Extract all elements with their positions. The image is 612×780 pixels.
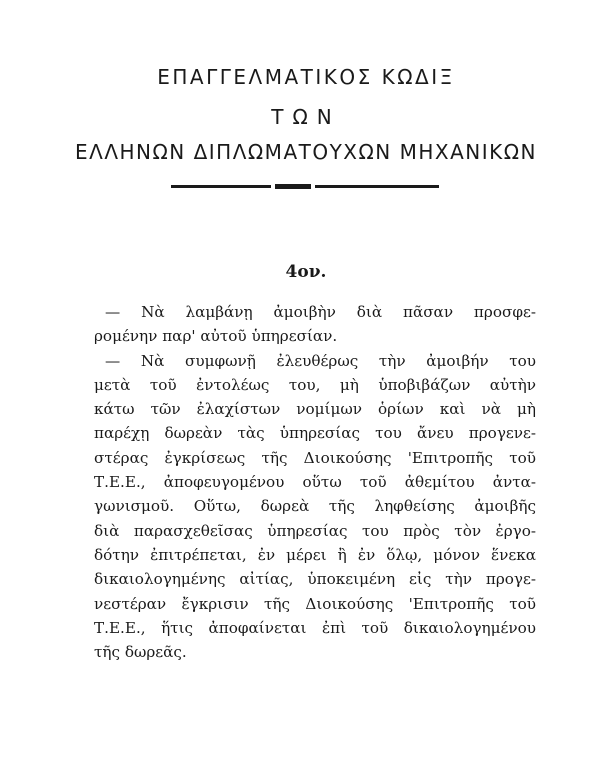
body-text — [94, 300, 536, 664]
header-rule-center — [275, 184, 311, 189]
paragraph-line: Τ.Ε.Ε., ἥτις ἀποφαίνεται ἐπὶ τοῦ δικαιολογημένου — [94, 618, 536, 637]
header-title-line-2: ΤΩΝ — [271, 105, 341, 129]
paragraph-line: διὰ παρασχεθεῖσας ὑπηρεσίας του πρὸς τὸν ἐργο- — [94, 521, 536, 540]
header-title-line-3: ΕΛΛΗΝΩΝ ΔΙΠΛΩΜΑΤΟΥΧΩΝ ΜΗΧΑΝΙΚΩΝ — [75, 140, 537, 164]
paragraph-2 — [94, 349, 536, 665]
paragraph-line: παρέχῃ δωρεὰν τὰς ὑπηρεσίας του ἄνευ προγενε- — [94, 424, 536, 443]
paragraph-line: δικαιολογημένης αἰτίας, ὑποκειμένη εἰς τὴν προγε- — [94, 570, 536, 589]
paragraph-line: — Νὰ λαμβάνῃ ἀμοιβὴν διὰ πᾶσαν προσφε- — [105, 303, 536, 321]
header-rule-left — [171, 185, 271, 188]
header-title-line-1: ΕΠΑΓΓΕΛΜΑΤΙΚΟΣ ΚΩΔΙΞ — [157, 65, 455, 89]
paragraph-line: γωνισμοῦ. Οὕτω, δωρεὰ τῆς ληφθείσης ἀμοιβῆς — [94, 497, 536, 516]
paragraph-1 — [94, 300, 536, 349]
header-rule-right — [315, 185, 439, 188]
paragraph-line: νεστέραν ἔγκρισιν τῆς Διοικούσης 'Επιτροπῆς τοῦ — [94, 594, 536, 613]
paragraph-line: κάτω τῶν ἐλαχίστων νομίμων ὁρίων καὶ νὰ μὴ — [94, 400, 536, 419]
paragraph-line: τῆς δωρεᾶς. — [94, 643, 187, 662]
paragraph-line: — Νὰ συμφωνῇ ἐλευθέρως τὴν ἀμοιβήν του — [105, 351, 536, 370]
paragraph-line: δότην ἐπιτρέπεται, ἐν μέρει ἢ ἐν ὅλῳ, μόνον ἕνεκα — [94, 545, 536, 564]
paragraph-line: ρομένην παρ' αὐτοῦ ὑπηρεσίαν. — [94, 327, 338, 346]
paragraph-line: μετὰ τοῦ ἐντολέως του, μὴ ὑποβιβάζων αὐτὴν — [94, 375, 536, 394]
section-number: 4ον. — [285, 262, 327, 282]
paragraph-line: στέρας ἐγκρίσεως τῆς Διοικούσης 'Επιτροπῆς τοῦ — [94, 448, 536, 467]
paragraph-line: Τ.Ε.Ε., ἀποφευγομένου οὕτω τοῦ ἀθεμίτου ἀντα- — [94, 473, 536, 492]
